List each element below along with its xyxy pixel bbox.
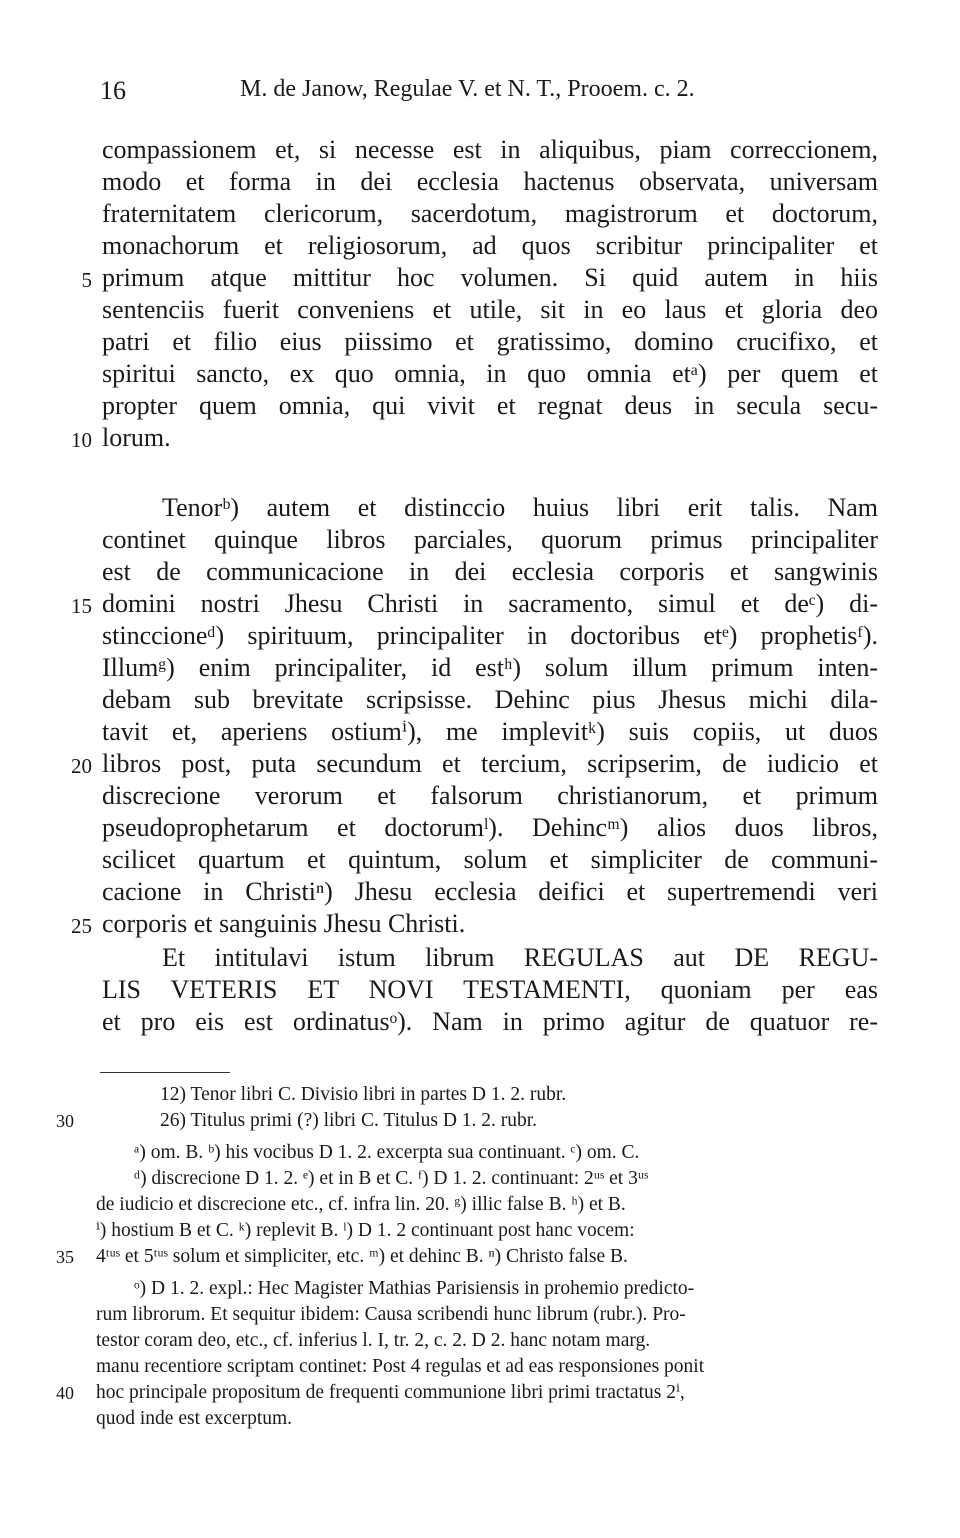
text-line: monachorum et religiosorum, ad quos scribitur principaliter et [102, 231, 878, 260]
text-line: discrecione verorum et falsorum christianorum, et primum [102, 781, 878, 810]
line-number: 5 [81, 268, 92, 292]
footnote-line: testor coram deo, etc., cf. inferius l. I, tr. 2, c. 2. D 2. hanc notam marg. [96, 1330, 651, 1351]
text-line: scilicet quartum et quintum, solum et simpliciter de communi- [102, 845, 878, 874]
running-header [100, 76, 880, 112]
footnote-line: 12) Tenor libri C. Divisio libri in partes D 1. 2. rubr. [160, 1084, 567, 1105]
footnote-line: 4ᵗᵘˢ et 5ᵗᵘˢ solum et simpliciter, etc. ᵐ) et dehinc B. ⁿ) Christo false B. [96, 1246, 628, 1267]
text-line: Tenorᵇ) autem et distinccio huius libri erit talis. Nam [162, 493, 878, 522]
text-line: debam sub brevitate scripsisse. Dehinc pius Jhesus michi dila- [102, 685, 878, 714]
text-line: spiritui sancto, ex quo omnia, in quo omnia etᵃ) per quem et [102, 359, 878, 388]
text-line: LIS VETERIS ET NOVI TESTAMENTI, quoniam per eas [102, 975, 878, 1004]
text-line: et pro eis est ordinatusᵒ). Nam in primo agitur de quatuor re- [102, 1007, 878, 1036]
text-line: corporis et sanguinis Jhesu Christi. [102, 909, 466, 938]
text-line: modo et forma in dei ecclesia hactenus observata, universam [102, 167, 878, 196]
text-line: Illumᵍ) enim principaliter, id estʰ) solum illum primum inten- [102, 653, 878, 682]
line-number: 20 [71, 754, 92, 778]
line-number: 15 [71, 594, 92, 618]
text-line: patri et filio eius piissimo et gratissimo, domino crucifixo, et [102, 327, 878, 356]
text-line: lorum. [102, 423, 171, 452]
footnote-line: ᵒ) D 1. 2. expl.: Hec Magister Mathias Parisiensis in prohemio predicto- [134, 1278, 695, 1299]
running-title: M. de Janow, Regulae V. et N. T., Prooem. c. 2. [240, 76, 695, 102]
line-number: 10 [71, 428, 92, 452]
line-number: 35 [56, 1247, 74, 1267]
footnote-line: ᵃ) om. B. ᵇ) his vocibus D 1. 2. excerpta sua continuant. ᶜ) om. C. [134, 1142, 640, 1163]
text-line: propter quem omnia, qui vivit et regnat deus in secula secu- [102, 391, 878, 420]
footnote-line: ⁱ) hostium B et C. ᵏ) replevit B. ˡ) D 1. 2 continuant post hanc vocem: [96, 1220, 635, 1241]
page-number: 16 [100, 76, 126, 105]
line-number: 30 [56, 1111, 74, 1131]
text-line: domini nostri Jhesu Christi in sacramento, simul et deᶜ) di- [102, 589, 878, 618]
text-line: Et intitulavi istum librum REGULAS aut DE REGU- [162, 943, 878, 972]
text-line: primum atque mittitur hoc volumen. Si quid autem in hiis [102, 263, 878, 292]
footnote-line: rum librorum. Et sequitur ibidem: Causa scribendi hunc librum (rubr.). Pro- [96, 1304, 686, 1325]
text-line: compassionem et, si necesse est in aliquibus, piam correccionem, [102, 135, 878, 164]
footnote-line: manu recentiore scriptam continet: Post 4 regulas et ad eas responsiones ponit [96, 1356, 705, 1377]
footnote-line: 26) Titulus primi (?) libri C. Titulus D 1. 2. rubr. [160, 1110, 538, 1131]
text-line: est de communicacione in dei ecclesia corporis et sangwinis [102, 557, 878, 586]
footnote-line: de iudicio et discrecione etc., cf. infra lin. 20. ᵍ) illic false B. ʰ) et B. [96, 1194, 626, 1215]
text-line: sentenciis fuerit conveniens et utile, sit in eo laus et gloria deo [102, 295, 878, 324]
text-line: stinccioneᵈ) spirituum, principaliter in doctoribus etᵉ) prophetisᶠ). [102, 621, 878, 650]
text-line: pseudoprophetarum et doctorumˡ). Dehincᵐ) alios duos libros, [102, 813, 878, 842]
text-line: tavit et, aperiens ostiumⁱ), me implevitᵏ) suis copiis, ut duos [102, 717, 878, 746]
footnote-line: ᵈ) discrecione D 1. 2. ᵉ) et in B et C. ᶠ) D 1. 2. continuant: 2ᵘˢ et 3ᵘˢ [134, 1168, 649, 1189]
text-line: continet quinque libros parciales, quorum primus principaliter [102, 525, 878, 554]
text-line: libros post, puta secundum et tercium, scripserim, de iudicio et [102, 749, 878, 778]
line-number: 40 [56, 1383, 74, 1403]
footnote-separator [100, 1072, 230, 1073]
footnote-line: quod inde est excerptum. [96, 1408, 293, 1429]
text-line: cacione in Christiⁿ) Jhesu ecclesia deifici et supertremendi veri [102, 877, 878, 906]
text-line: fraternitatem clericorum, sacerdotum, magistrorum et doctorum, [102, 199, 878, 228]
line-number: 25 [71, 914, 92, 938]
footnote-line: hoc principale propositum de frequenti communione libri primi tractatus 2ⁱ, [96, 1382, 685, 1403]
